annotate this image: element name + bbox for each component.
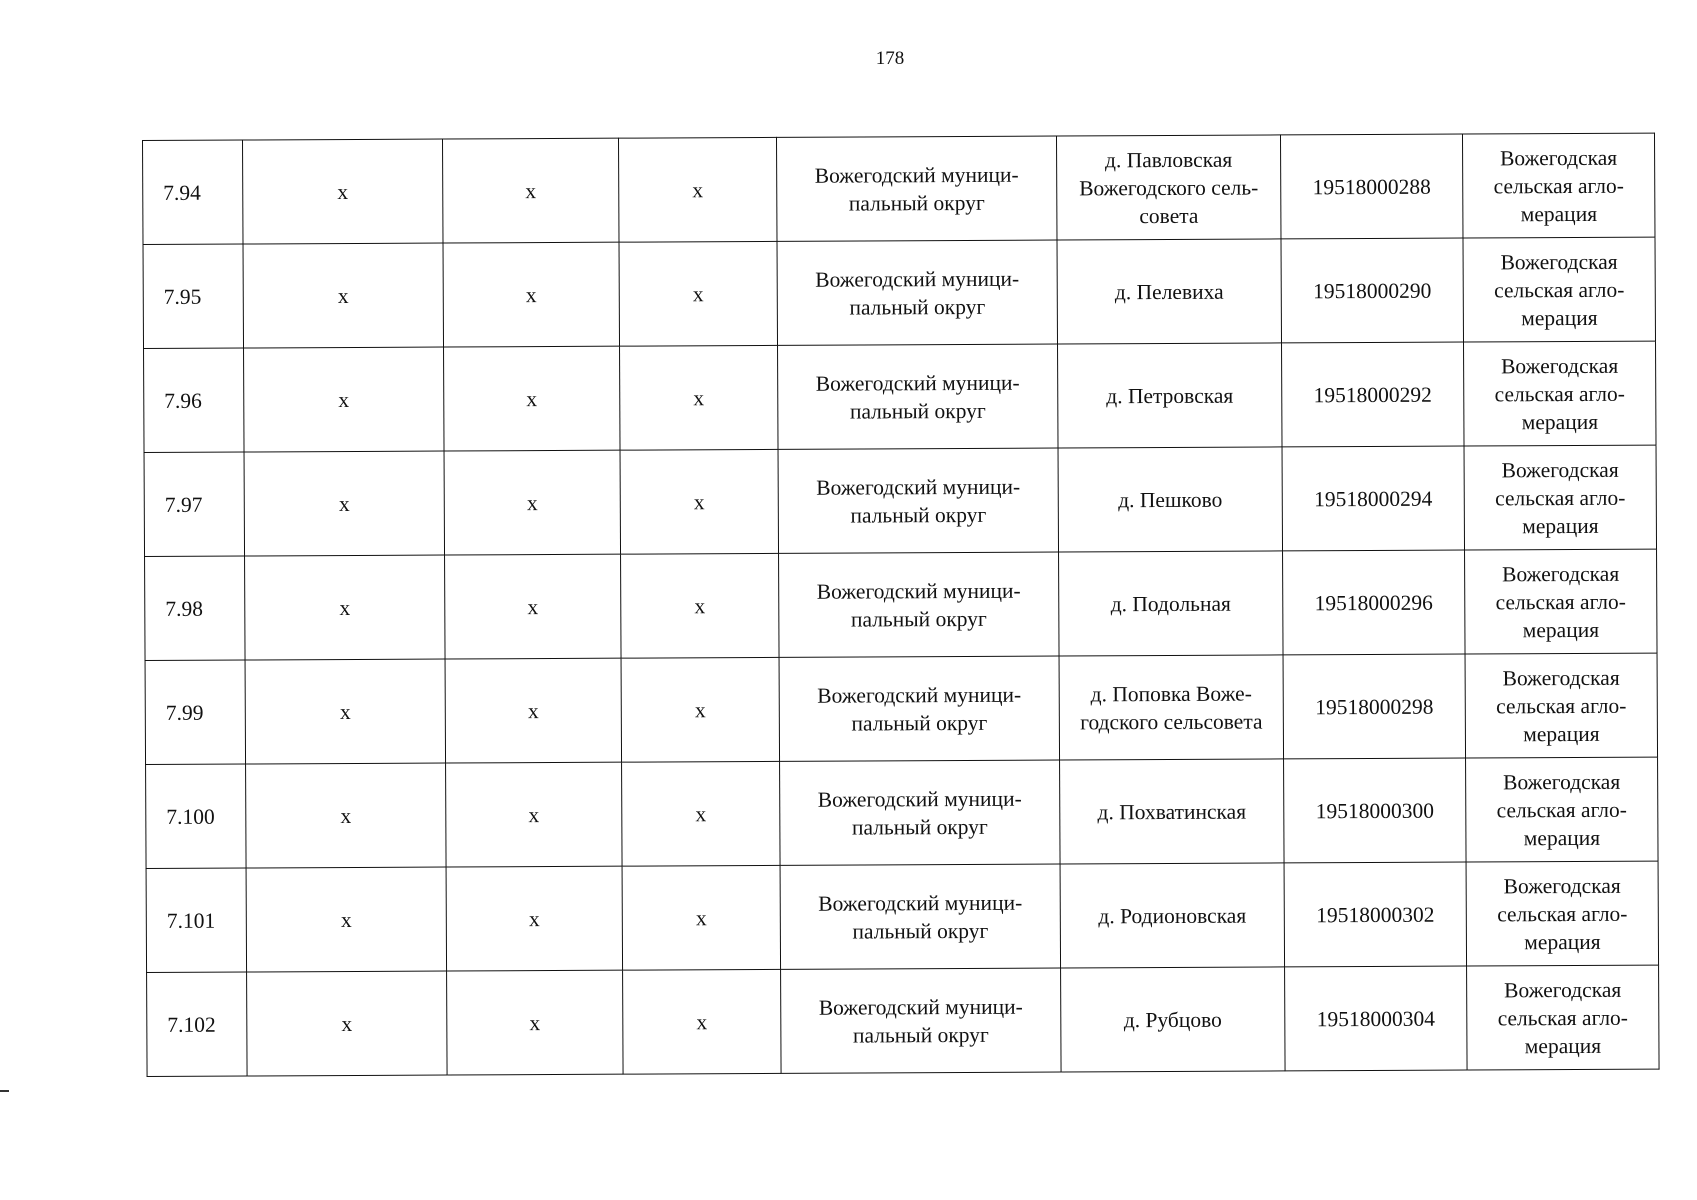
margin-mark — [0, 1090, 9, 1092]
x-mark-cell: х — [620, 345, 779, 450]
x-mark-cell: х — [243, 243, 444, 348]
settlement-cell: д. Родионовская — [1060, 863, 1285, 968]
table-row — [145, 653, 1657, 764]
row-number-cell: 7.96 — [144, 348, 245, 452]
district-cell: Вожегодский муници-пальный округ — [779, 656, 1060, 761]
code-cell: 19518000302 — [1284, 862, 1467, 967]
row-number-cell: 7.99 — [145, 660, 246, 764]
settlements-table — [142, 133, 1660, 1077]
x-mark-cell: х — [622, 761, 781, 866]
x-mark-cell: х — [621, 553, 780, 658]
row-number-cell: 7.95 — [143, 244, 244, 348]
code-cell: 19518000304 — [1285, 966, 1468, 1071]
district-cell: Вожегодский муници-пальный округ — [776, 136, 1057, 241]
x-mark-cell: х — [446, 866, 623, 971]
table-row — [146, 861, 1658, 972]
x-mark-cell: х — [245, 659, 446, 764]
row-number-cell: 7.102 — [147, 972, 248, 1076]
district-cell: Вожегодский муници-пальный округ — [781, 968, 1062, 1073]
settlement-cell: д. Пешково — [1058, 447, 1283, 552]
district-cell: Вожегодский муници-пальный округ — [777, 240, 1058, 345]
district-cell: Вожегодский муници-пальный округ — [779, 552, 1060, 657]
x-mark-cell: х — [247, 971, 448, 1076]
code-cell: 19518000288 — [1280, 134, 1463, 239]
agglomeration-cell: Вожегодская сельская агло-мерация — [1463, 237, 1656, 342]
code-cell: 19518000292 — [1282, 342, 1465, 447]
agglomeration-cell: Вожегодская сельская агло-мерация — [1465, 653, 1658, 758]
agglomeration-cell: Вожегодская сельская агло-мерация — [1465, 549, 1658, 654]
x-mark-cell: х — [447, 970, 624, 1075]
x-mark-cell: х — [443, 242, 620, 347]
settlement-cell: д. Поповка Воже-годского сельсовета — [1059, 655, 1284, 760]
table-row — [146, 757, 1658, 868]
settlement-cell: д. Пелевиха — [1057, 239, 1282, 344]
x-mark-cell: х — [621, 657, 780, 762]
row-number-cell: 7.97 — [144, 452, 245, 556]
district-cell: Вожегодский муници-пальный округ — [778, 344, 1059, 449]
settlement-cell: д. Похватинская — [1060, 759, 1285, 864]
agglomeration-cell: Вожегодская сельская агло-мерация — [1462, 133, 1655, 238]
code-cell: 19518000296 — [1283, 550, 1466, 655]
table-row — [145, 549, 1657, 660]
x-mark-cell: х — [622, 865, 781, 970]
table-row — [143, 237, 1655, 348]
settlement-cell: д. Петровская — [1058, 343, 1283, 448]
x-mark-cell: х — [620, 449, 779, 554]
agglomeration-cell: Вожегодская сельская агло-мерация — [1466, 757, 1659, 862]
settlement-cell: д. Подольная — [1059, 551, 1284, 656]
settlement-cell: д. Павловская Вожегодского сель-совета — [1056, 135, 1281, 240]
x-mark-cell: х — [444, 346, 621, 451]
table-row — [144, 445, 1656, 556]
code-cell: 19518000290 — [1281, 238, 1464, 343]
x-mark-cell: х — [244, 347, 445, 452]
x-mark-cell: х — [243, 139, 444, 244]
district-cell: Вожегодский муници-пальный округ — [780, 864, 1061, 969]
x-mark-cell: х — [445, 554, 622, 659]
x-mark-cell: х — [244, 451, 445, 556]
x-mark-cell: х — [446, 762, 623, 867]
agglomeration-cell: Вожегодская сельская агло-мерация — [1466, 861, 1659, 966]
table-row — [144, 341, 1656, 452]
code-cell: 19518000298 — [1283, 654, 1466, 759]
x-mark-cell: х — [623, 969, 782, 1074]
code-cell: 19518000300 — [1284, 758, 1467, 863]
x-mark-cell: х — [246, 867, 447, 972]
row-number-cell: 7.101 — [146, 868, 247, 972]
x-mark-cell: х — [445, 658, 622, 763]
page-number: 178 — [875, 48, 905, 69]
settlement-cell: д. Рубцово — [1061, 967, 1286, 1072]
table-row — [147, 965, 1659, 1076]
district-cell: Вожегодский муници-пальный округ — [778, 448, 1059, 553]
agglomeration-cell: Вожегодская сельская агло-мерация — [1464, 445, 1657, 550]
district-cell: Вожегодский муници-пальный округ — [780, 760, 1061, 865]
x-mark-cell: х — [245, 555, 446, 660]
x-mark-cell: х — [619, 241, 778, 346]
x-mark-cell: х — [246, 763, 447, 868]
row-number-cell: 7.98 — [145, 556, 246, 660]
agglomeration-cell: Вожегодская сельская агло-мерация — [1464, 341, 1657, 446]
table-row — [143, 133, 1655, 244]
x-mark-cell: х — [444, 450, 621, 555]
row-number-cell: 7.94 — [143, 140, 244, 244]
x-mark-cell: х — [618, 137, 777, 242]
agglomeration-cell: Вожегодская сельская агло-мерация — [1467, 965, 1660, 1070]
x-mark-cell: х — [442, 138, 619, 243]
code-cell: 19518000294 — [1282, 446, 1465, 551]
row-number-cell: 7.100 — [146, 764, 247, 868]
